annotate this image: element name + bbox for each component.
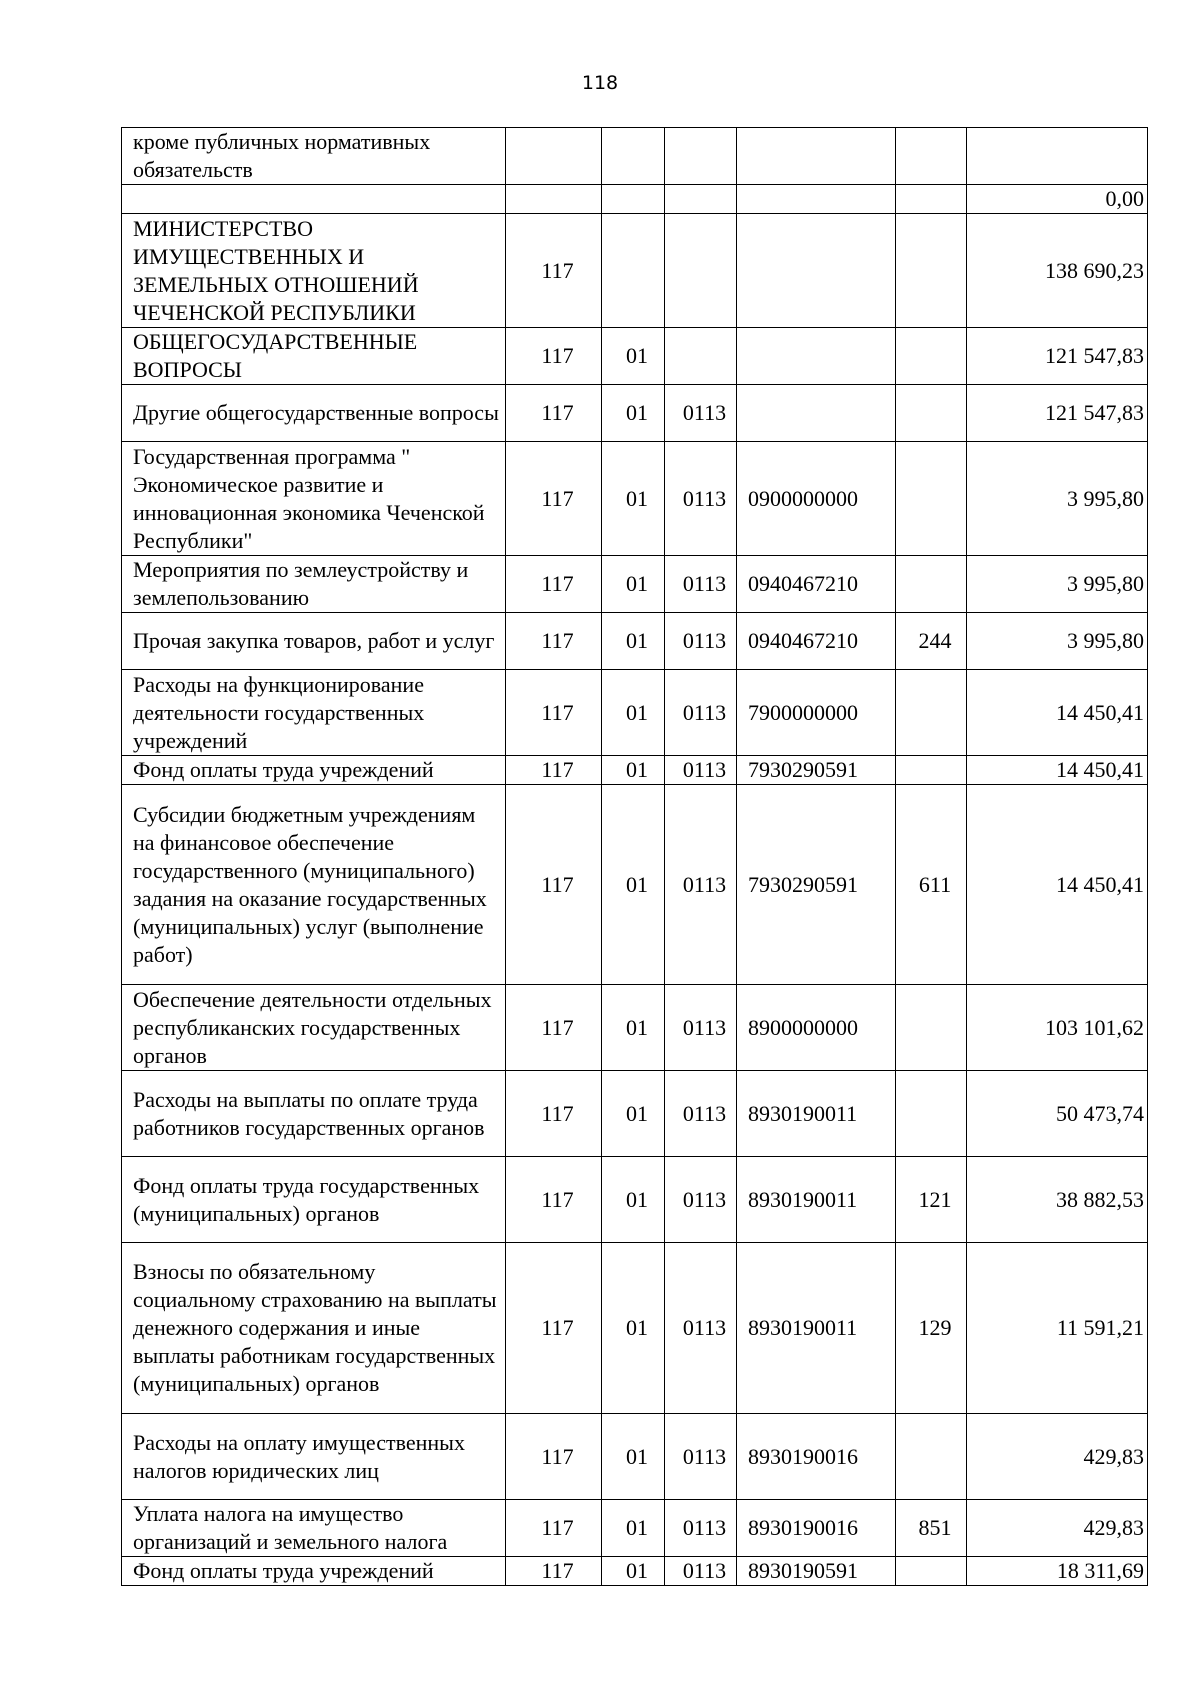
- cell-pr: 0113: [665, 1157, 737, 1243]
- table-row: [122, 1557, 1148, 1586]
- cell-csr: [737, 328, 896, 385]
- cell-gr: 117: [506, 1557, 602, 1586]
- cell-vr: [896, 1071, 967, 1157]
- cell-vr: 121: [896, 1157, 967, 1243]
- table-row: [122, 1071, 1148, 1157]
- cell-amount: [967, 128, 1148, 185]
- cell-vr: [896, 185, 967, 214]
- cell-gr: [506, 128, 602, 185]
- cell-pr: 0113: [665, 556, 737, 613]
- cell-pr: [665, 185, 737, 214]
- cell-name: Взносы по обязательному социальному страхованию на выплаты денежного содержания и иные выплаты работникам государственных (муниципальных) органов: [122, 1243, 506, 1414]
- cell-amount: 103 101,62: [967, 985, 1148, 1071]
- page-number: 118: [581, 72, 619, 94]
- cell-rz: 01: [602, 756, 665, 785]
- cell-vr: [896, 214, 967, 328]
- cell-pr: 0113: [665, 1071, 737, 1157]
- cell-gr: 117: [506, 1243, 602, 1414]
- cell-rz: 01: [602, 1071, 665, 1157]
- cell-vr: 129: [896, 1243, 967, 1414]
- cell-name: Фонд оплаты труда государственных (муниципальных) органов: [122, 1157, 506, 1243]
- cell-amount: 50 473,74: [967, 1071, 1148, 1157]
- cell-vr: [896, 1414, 967, 1500]
- cell-gr: 117: [506, 442, 602, 556]
- cell-gr: 117: [506, 1414, 602, 1500]
- cell-amount: 429,83: [967, 1414, 1148, 1500]
- cell-amount: 121 547,83: [967, 328, 1148, 385]
- cell-amount: 138 690,23: [967, 214, 1148, 328]
- table-row: [122, 1500, 1148, 1557]
- table-row: [122, 385, 1148, 442]
- cell-rz: 01: [602, 442, 665, 556]
- cell-pr: 0113: [665, 613, 737, 670]
- cell-csr: [737, 185, 896, 214]
- table-row: [122, 214, 1148, 328]
- cell-csr: 7930290591: [737, 756, 896, 785]
- cell-csr: 8930190011: [737, 1071, 896, 1157]
- cell-amount: 14 450,41: [967, 670, 1148, 756]
- cell-pr: 0113: [665, 1557, 737, 1586]
- cell-csr: 0940467210: [737, 613, 896, 670]
- cell-rz: [602, 214, 665, 328]
- cell-rz: 01: [602, 785, 665, 985]
- cell-name: кроме публичных нормативных обязательств: [122, 128, 506, 185]
- cell-csr: [737, 128, 896, 185]
- cell-amount: 3 995,80: [967, 556, 1148, 613]
- cell-vr: [896, 756, 967, 785]
- cell-csr: 0900000000: [737, 442, 896, 556]
- cell-name: Субсидии бюджетным учреждениям на финансовое обеспечение государственного (муниципального) задания на оказание государственных (муниципальных) услуг (выполнение работ): [122, 785, 506, 985]
- cell-gr: 117: [506, 785, 602, 985]
- cell-csr: 7900000000: [737, 670, 896, 756]
- cell-rz: 01: [602, 985, 665, 1071]
- cell-gr: [506, 185, 602, 214]
- table-row: [122, 185, 1148, 214]
- cell-name: Обеспечение деятельности отдельных республиканских государственных органов: [122, 985, 506, 1071]
- cell-rz: 01: [602, 328, 665, 385]
- cell-vr: [896, 985, 967, 1071]
- cell-vr: 611: [896, 785, 967, 985]
- table-row: [122, 785, 1148, 985]
- table-row: [122, 985, 1148, 1071]
- cell-rz: 01: [602, 613, 665, 670]
- cell-vr: [896, 556, 967, 613]
- cell-gr: 117: [506, 214, 602, 328]
- cell-gr: 117: [506, 670, 602, 756]
- cell-rz: 01: [602, 1414, 665, 1500]
- cell-pr: 0113: [665, 785, 737, 985]
- cell-amount: 0,00: [967, 185, 1148, 214]
- cell-csr: 8900000000: [737, 985, 896, 1071]
- cell-name: Расходы на выплаты по оплате труда работников государственных органов: [122, 1071, 506, 1157]
- cell-csr: 7930290591: [737, 785, 896, 985]
- table-row: [122, 442, 1148, 556]
- cell-rz: [602, 128, 665, 185]
- cell-gr: 117: [506, 556, 602, 613]
- cell-csr: [737, 214, 896, 328]
- cell-rz: 01: [602, 556, 665, 613]
- budget-table: [121, 127, 1148, 1586]
- cell-pr: 0113: [665, 1414, 737, 1500]
- cell-rz: 01: [602, 1557, 665, 1586]
- cell-vr: [896, 385, 967, 442]
- table-row: [122, 1243, 1148, 1414]
- cell-amount: 14 450,41: [967, 756, 1148, 785]
- cell-name: Уплата налога на имущество организаций и земельного налога: [122, 1500, 506, 1557]
- cell-name: МИНИСТЕРСТВО ИМУЩЕСТВЕННЫХ И ЗЕМЕЛЬНЫХ ОТНОШЕНИЙ ЧЕЧЕНСКОЙ РЕСПУБЛИКИ: [122, 214, 506, 328]
- cell-amount: 38 882,53: [967, 1157, 1148, 1243]
- cell-vr: [896, 328, 967, 385]
- cell-pr: 0113: [665, 385, 737, 442]
- cell-rz: [602, 185, 665, 214]
- table-row: [122, 613, 1148, 670]
- cell-rz: 01: [602, 1500, 665, 1557]
- cell-gr: 117: [506, 385, 602, 442]
- cell-name: Фонд оплаты труда учреждений: [122, 756, 506, 785]
- cell-pr: 0113: [665, 670, 737, 756]
- cell-name: [122, 185, 506, 214]
- cell-amount: 429,83: [967, 1500, 1148, 1557]
- table-row: [122, 556, 1148, 613]
- cell-name: Другие общегосударственные вопросы: [122, 385, 506, 442]
- cell-gr: 117: [506, 328, 602, 385]
- cell-rz: 01: [602, 1157, 665, 1243]
- cell-amount: 18 311,69: [967, 1557, 1148, 1586]
- cell-vr: [896, 670, 967, 756]
- cell-pr: 0113: [665, 985, 737, 1071]
- cell-vr: 851: [896, 1500, 967, 1557]
- cell-pr: [665, 214, 737, 328]
- cell-csr: [737, 385, 896, 442]
- cell-gr: 117: [506, 1071, 602, 1157]
- cell-pr: [665, 128, 737, 185]
- cell-gr: 117: [506, 613, 602, 670]
- cell-csr: 8930190016: [737, 1500, 896, 1557]
- cell-name: Расходы на функционирование деятельности государственных учреждений: [122, 670, 506, 756]
- cell-name: Прочая закупка товаров, работ и услуг: [122, 613, 506, 670]
- cell-gr: 117: [506, 985, 602, 1071]
- cell-vr: [896, 1557, 967, 1586]
- cell-amount: 3 995,80: [967, 613, 1148, 670]
- table-row: [122, 756, 1148, 785]
- cell-csr: 0940467210: [737, 556, 896, 613]
- cell-gr: 117: [506, 756, 602, 785]
- table-row: [122, 1414, 1148, 1500]
- cell-rz: 01: [602, 670, 665, 756]
- cell-name: ОБЩЕГОСУДАРСТВЕННЫЕ ВОПРОСЫ: [122, 328, 506, 385]
- cell-gr: 117: [506, 1157, 602, 1243]
- cell-rz: 01: [602, 1243, 665, 1414]
- table-row: [122, 128, 1148, 185]
- cell-rz: 01: [602, 385, 665, 442]
- cell-amount: 11 591,21: [967, 1243, 1148, 1414]
- cell-name: Государственная программа " Экономическое развитие и инновационная экономика Чеченской Республики": [122, 442, 506, 556]
- cell-pr: 0113: [665, 442, 737, 556]
- cell-amount: 3 995,80: [967, 442, 1148, 556]
- table-row: [122, 670, 1148, 756]
- cell-name: Фонд оплаты труда учреждений: [122, 1557, 506, 1586]
- table-row: [122, 1157, 1148, 1243]
- cell-pr: 0113: [665, 756, 737, 785]
- cell-vr: [896, 442, 967, 556]
- cell-amount: 121 547,83: [967, 385, 1148, 442]
- cell-csr: 8930190011: [737, 1157, 896, 1243]
- cell-amount: 14 450,41: [967, 785, 1148, 985]
- cell-gr: 117: [506, 1500, 602, 1557]
- cell-csr: 8930190011: [737, 1243, 896, 1414]
- cell-name: Расходы на оплату имущественных налогов юридических лиц: [122, 1414, 506, 1500]
- cell-name: Мероприятия по землеустройству и землепользованию: [122, 556, 506, 613]
- cell-csr: 8930190591: [737, 1557, 896, 1586]
- cell-pr: 0113: [665, 1243, 737, 1414]
- cell-pr: [665, 328, 737, 385]
- cell-vr: 244: [896, 613, 967, 670]
- cell-vr: [896, 128, 967, 185]
- cell-pr: 0113: [665, 1500, 737, 1557]
- cell-csr: 8930190016: [737, 1414, 896, 1500]
- table-row: [122, 328, 1148, 385]
